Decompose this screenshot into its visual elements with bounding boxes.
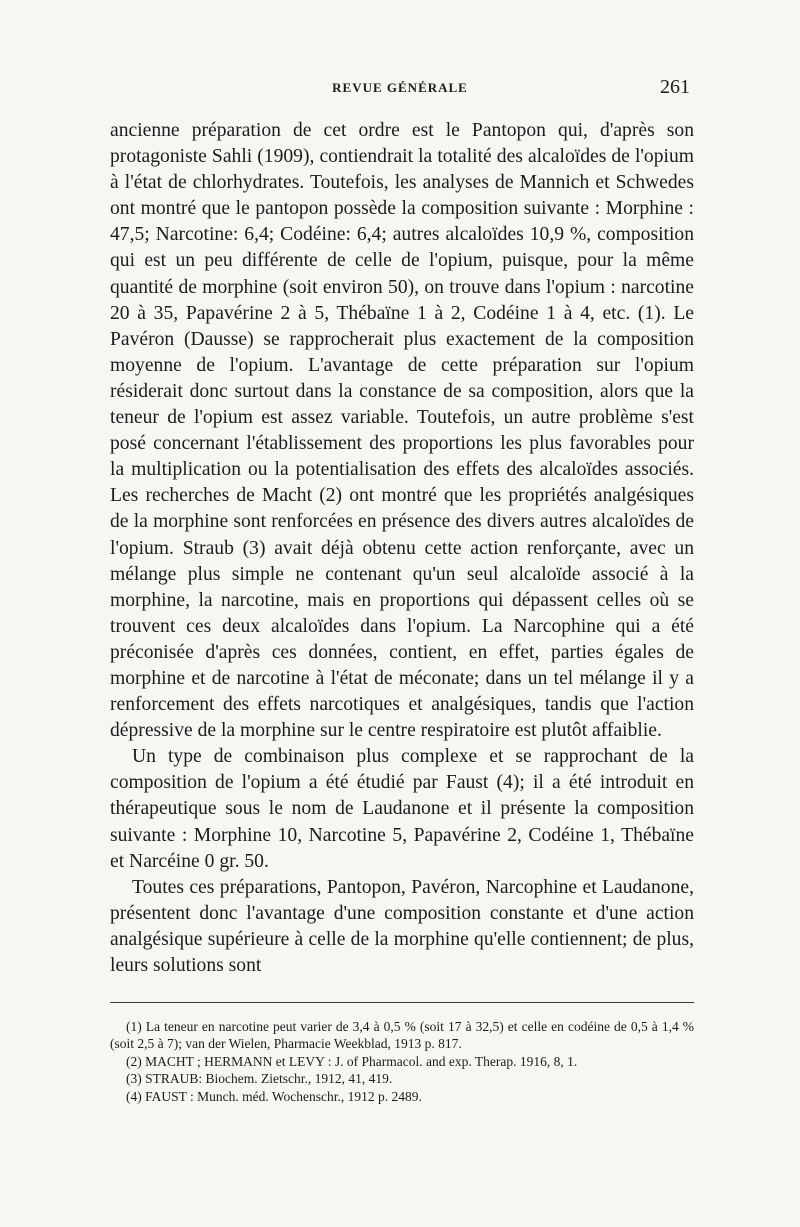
- footnote-2: [110, 1053, 694, 1070]
- footnote-text: MACHT ; HERMANN et LEVY : J. of Pharmacol. and exp. Therap. 1916, 8, 1.: [145, 1053, 578, 1069]
- footnote-text: FAUST : Munch. méd. Wochenschr., 1912 p. 2489.: [145, 1088, 422, 1104]
- footnote-divider: [110, 1002, 694, 1003]
- footnote-number: (3): [126, 1071, 142, 1087]
- footnote-number: (2): [126, 1053, 142, 1069]
- footnote-4: [110, 1088, 694, 1105]
- page-header: [110, 76, 690, 104]
- footnotes: [110, 1018, 694, 1105]
- footnote-number: (4): [126, 1088, 142, 1104]
- footnote-1: [110, 1018, 694, 1053]
- paragraph-laudanone: Un type de combinaison plus complexe et se rapprochant de la composition de l'opium a été étudié par Faust (4); il a été introduit en thérapeutique sous le nom de Laudanone et il présente la composition suivante : Morphine 10, Narcotine 5, Papavérine 2, Codéine 1, Thébaïne et Narcéine 0 gr. 50.: [110, 746, 694, 872]
- paragraph-continuation: ancienne préparation de cet ordre est le Pantopon qui, d'après son protagoniste Sahli (1909), contiendrait la totalité des alcaloïdes de l'opium à l'état de chlorhydrates. Toutefois, les analyses de Mannich et Schwedes ont montré que le pantopon possède la composition suivante : Morphine : 47,5; Narcotine: 6,4; Codéine: 6,4; autres alcaloïdes 10,9 %, composition qui est un peu différente de celle de l'opium, puisque, pour la même quantité de morphine (soit environ 50), on trouve dans l'opium : narcotine 20 à 35, Papavérine 2 à 5, Thébaïne 1 à 2, Codéine 1 à 4, etc. (1). Le Pavéron (Dausse) se rapprocherait plus exactement de la composition moyenne de l'opium. L'avantage de cette préparation sur l'opium résiderait donc surtout dans la constance de sa composition, alors que la teneur de l'opium est assez variable. Toutefois, un autre problème s'est posé concernant l'établissement des proportions les plus favorables pour la multiplication ou la potentialisation des effets des alcaloïdes associés. Les recherches de Macht (2) ont montré que les propriétés analgésiques de la morphine sont renforcées en présence des divers autres alcaloïdes de l'opium. Straub (3) avait déjà obtenu cette action renforçante, avec un mélange plus simple ne contenant qu'un seul alcaloïde associé à la morphine, la narcotine, mais en proportions qui dépassent celles où se trouvent ces deux alcaloïdes dans l'opium. La Narcophine qui a été préconisée d'après ces données, contient, en effet, parties égales de morphine et de narcotine à l'état de méconate; dans un tel mélange il y a renforcement des effets narcotiques et analgésiques, tandis que l'action dépressive de la morphine sur le centre respiratoire est plutôt affaiblie.: [110, 120, 694, 742]
- footnote-3: [110, 1070, 694, 1087]
- paragraph-summary: Toutes ces préparations, Pantopon, Pavéron, Narcophine et Laudanone, présentent donc l'avantage d'une composition constante et d'une action analgésique supérieure à celle de la morphine qu'elle contiennent; de plus, leurs solutions sont: [110, 876, 694, 976]
- footnote-text: La teneur en narcotine peut varier de 3,4 à 0,5 % (soit 17 à 32,5) et celle en codéine de 0,5 à 1,4 % (soit 2,5 à 7); van der Wielen, Pharmacie Weekblad, 1913 p. 817.: [110, 1019, 695, 1052]
- running-title: REVUE GÉNÉRALE: [332, 80, 468, 95]
- footnote-text: STRAUB: Biochem. Zietschr., 1912, 41, 419.: [145, 1071, 393, 1087]
- body-text: [110, 118, 694, 979]
- footnote-number: (1): [126, 1019, 142, 1034]
- page-number: 261: [660, 76, 690, 98]
